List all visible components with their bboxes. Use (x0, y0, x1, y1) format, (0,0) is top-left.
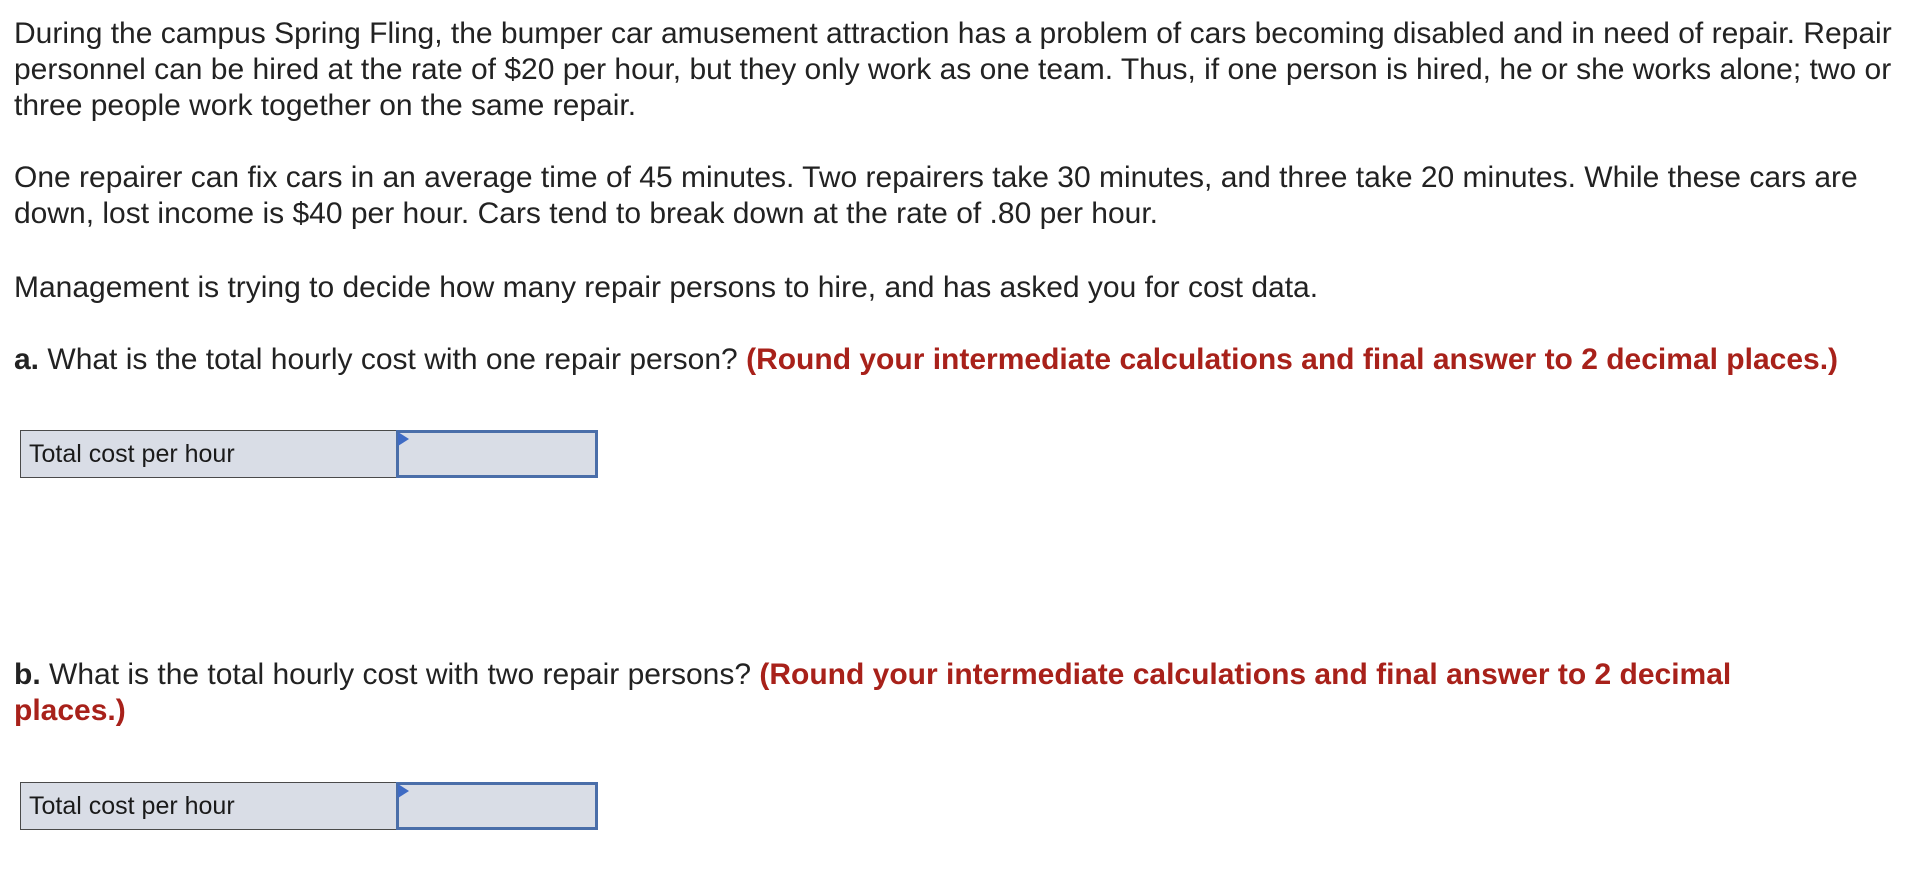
question-a-instruction: (Round your intermediate calculations and final answer to 2 decimal places.) (746, 343, 1839, 376)
answer-a-row-label: Total cost per hour (20, 430, 396, 478)
question-a (14, 342, 1900, 378)
answer-row-b (20, 782, 598, 830)
question-b-label: b. (14, 658, 41, 691)
input-marker-icon (398, 784, 409, 798)
question-b-text: What is the total hourly cost with two repair persons? (49, 658, 751, 691)
problem-paragraph-1: During the campus Spring Fling, the bumper car amusement attraction has a problem of cars becoming disabled and in need of repair. Repair personnel can be hired at the rate of $20 per hour, but they only work as one team. Thus, if one person is hired, he or she works alone; two or three people work together on the same repair. (14, 17, 1892, 122)
problem-paragraph-3: Management is trying to decide how many repair persons to hire, and has asked you for cost data. (14, 271, 1319, 304)
input-marker-icon (398, 432, 409, 446)
question-a-text: What is the total hourly cost with one repair person? (47, 343, 738, 376)
answer-row-a (20, 430, 598, 478)
answer-b-input-cell[interactable] (396, 782, 598, 830)
answer-b-input[interactable] (399, 785, 595, 827)
question-b-instruction: (Round your intermediate calculations and final answer to 2 decimal places.) (14, 658, 1732, 727)
question-a-label: a. (14, 343, 40, 376)
answer-a-input-cell[interactable] (396, 430, 598, 478)
problem-paragraph-2: One repairer can fix cars in an average time of 45 minutes. Two repairers take 30 minutes, and three take 20 minutes. While these cars are down, lost income is $40 per hour. Cars tend to break down at the rate of .80 per hour. (14, 161, 1858, 230)
question-b (14, 657, 1814, 729)
answer-a-input[interactable] (399, 433, 595, 475)
answer-b-row-label: Total cost per hour (20, 782, 396, 830)
